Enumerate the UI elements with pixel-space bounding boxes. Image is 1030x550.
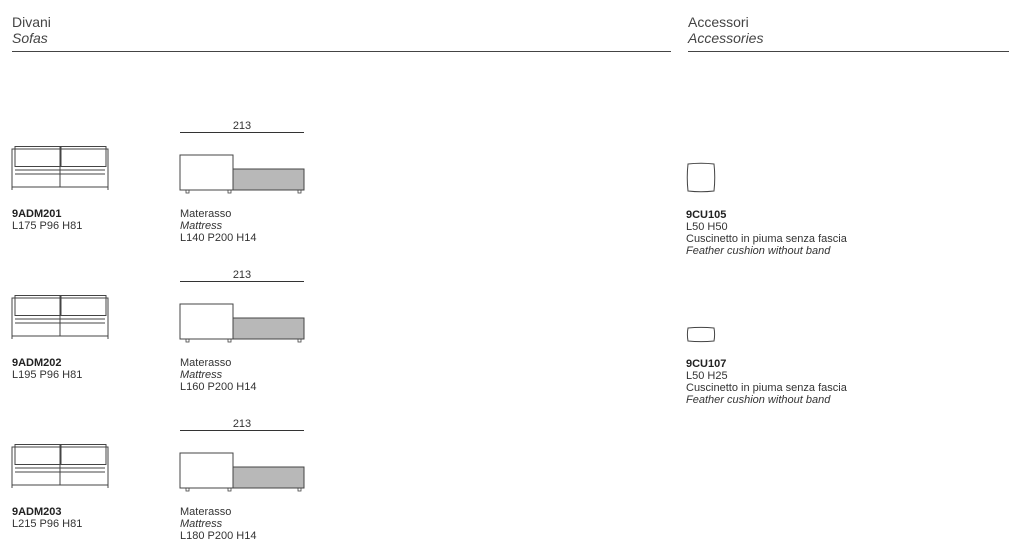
sofa-size: L175 P96 H81: [12, 220, 83, 232]
mattress-label: Materasso: [180, 357, 232, 369]
mattress-label: Materasso: [180, 506, 232, 518]
accessory-item: [686, 358, 847, 406]
accessory-code: 9CU107: [686, 358, 727, 370]
sofa-code: 9ADM203: [12, 506, 62, 518]
mattress-item: [180, 506, 256, 542]
accessories-title: Accessori: [688, 14, 749, 30]
accessory-size: L50 H25: [686, 370, 728, 382]
accessories-header: [688, 14, 763, 46]
dimension-line: [180, 132, 304, 133]
sofa-drawing-icon: [11, 146, 111, 192]
sofas-title: Divani: [12, 14, 51, 30]
mattress-size: L180 P200 H14: [180, 530, 257, 542]
dimension-label: 213: [232, 418, 252, 430]
sofa-drawing-icon: [11, 444, 111, 490]
accessory-code: 9CU105: [686, 209, 727, 221]
sofa-item: [12, 208, 82, 232]
accessory-description-en: Feather cushion without band: [686, 245, 831, 257]
accessory-description-en: Feather cushion without band: [686, 394, 831, 406]
dimension-line: [180, 430, 304, 431]
accessory-item: [686, 209, 847, 257]
sofa-size: L195 P96 H81: [12, 369, 83, 381]
sofa-code: 9ADM202: [12, 357, 62, 369]
dimension-label: 213: [232, 269, 252, 281]
square-cushion-icon: [686, 162, 716, 193]
sofas-divider: [12, 51, 671, 52]
mattress-size: L160 P200 H14: [180, 381, 257, 393]
dimension-line: [180, 281, 304, 282]
accessory-description: Cuscinetto in piuma senza fascia: [686, 233, 847, 245]
accessories-subtitle: Accessories: [688, 30, 764, 46]
sofa-item: [12, 357, 82, 381]
sofa-bed-drawing-icon: [179, 303, 306, 343]
accessories-divider: [688, 51, 1009, 52]
sofas-subtitle: Sofas: [12, 30, 48, 46]
rectangular-cushion-icon: [686, 326, 716, 343]
mattress-item: [180, 357, 256, 393]
mattress-item: [180, 208, 256, 244]
mattress-label-en: Mattress: [180, 220, 223, 232]
accessory-description: Cuscinetto in piuma senza fascia: [686, 382, 847, 394]
mattress-label: Materasso: [180, 208, 232, 220]
sofa-bed-drawing-icon: [179, 154, 306, 194]
mattress-size: L140 P200 H14: [180, 232, 257, 244]
mattress-label-en: Mattress: [180, 518, 223, 530]
sofa-bed-drawing-icon: [179, 452, 306, 492]
sofa-size: L215 P96 H81: [12, 518, 83, 530]
sofa-drawing-icon: [11, 295, 111, 341]
sofa-code: 9ADM201: [12, 208, 62, 220]
sofa-item: [12, 506, 82, 530]
dimension-label: 213: [232, 120, 252, 132]
sofas-header: [12, 14, 51, 46]
mattress-label-en: Mattress: [180, 369, 223, 381]
accessory-size: L50 H50: [686, 221, 728, 233]
